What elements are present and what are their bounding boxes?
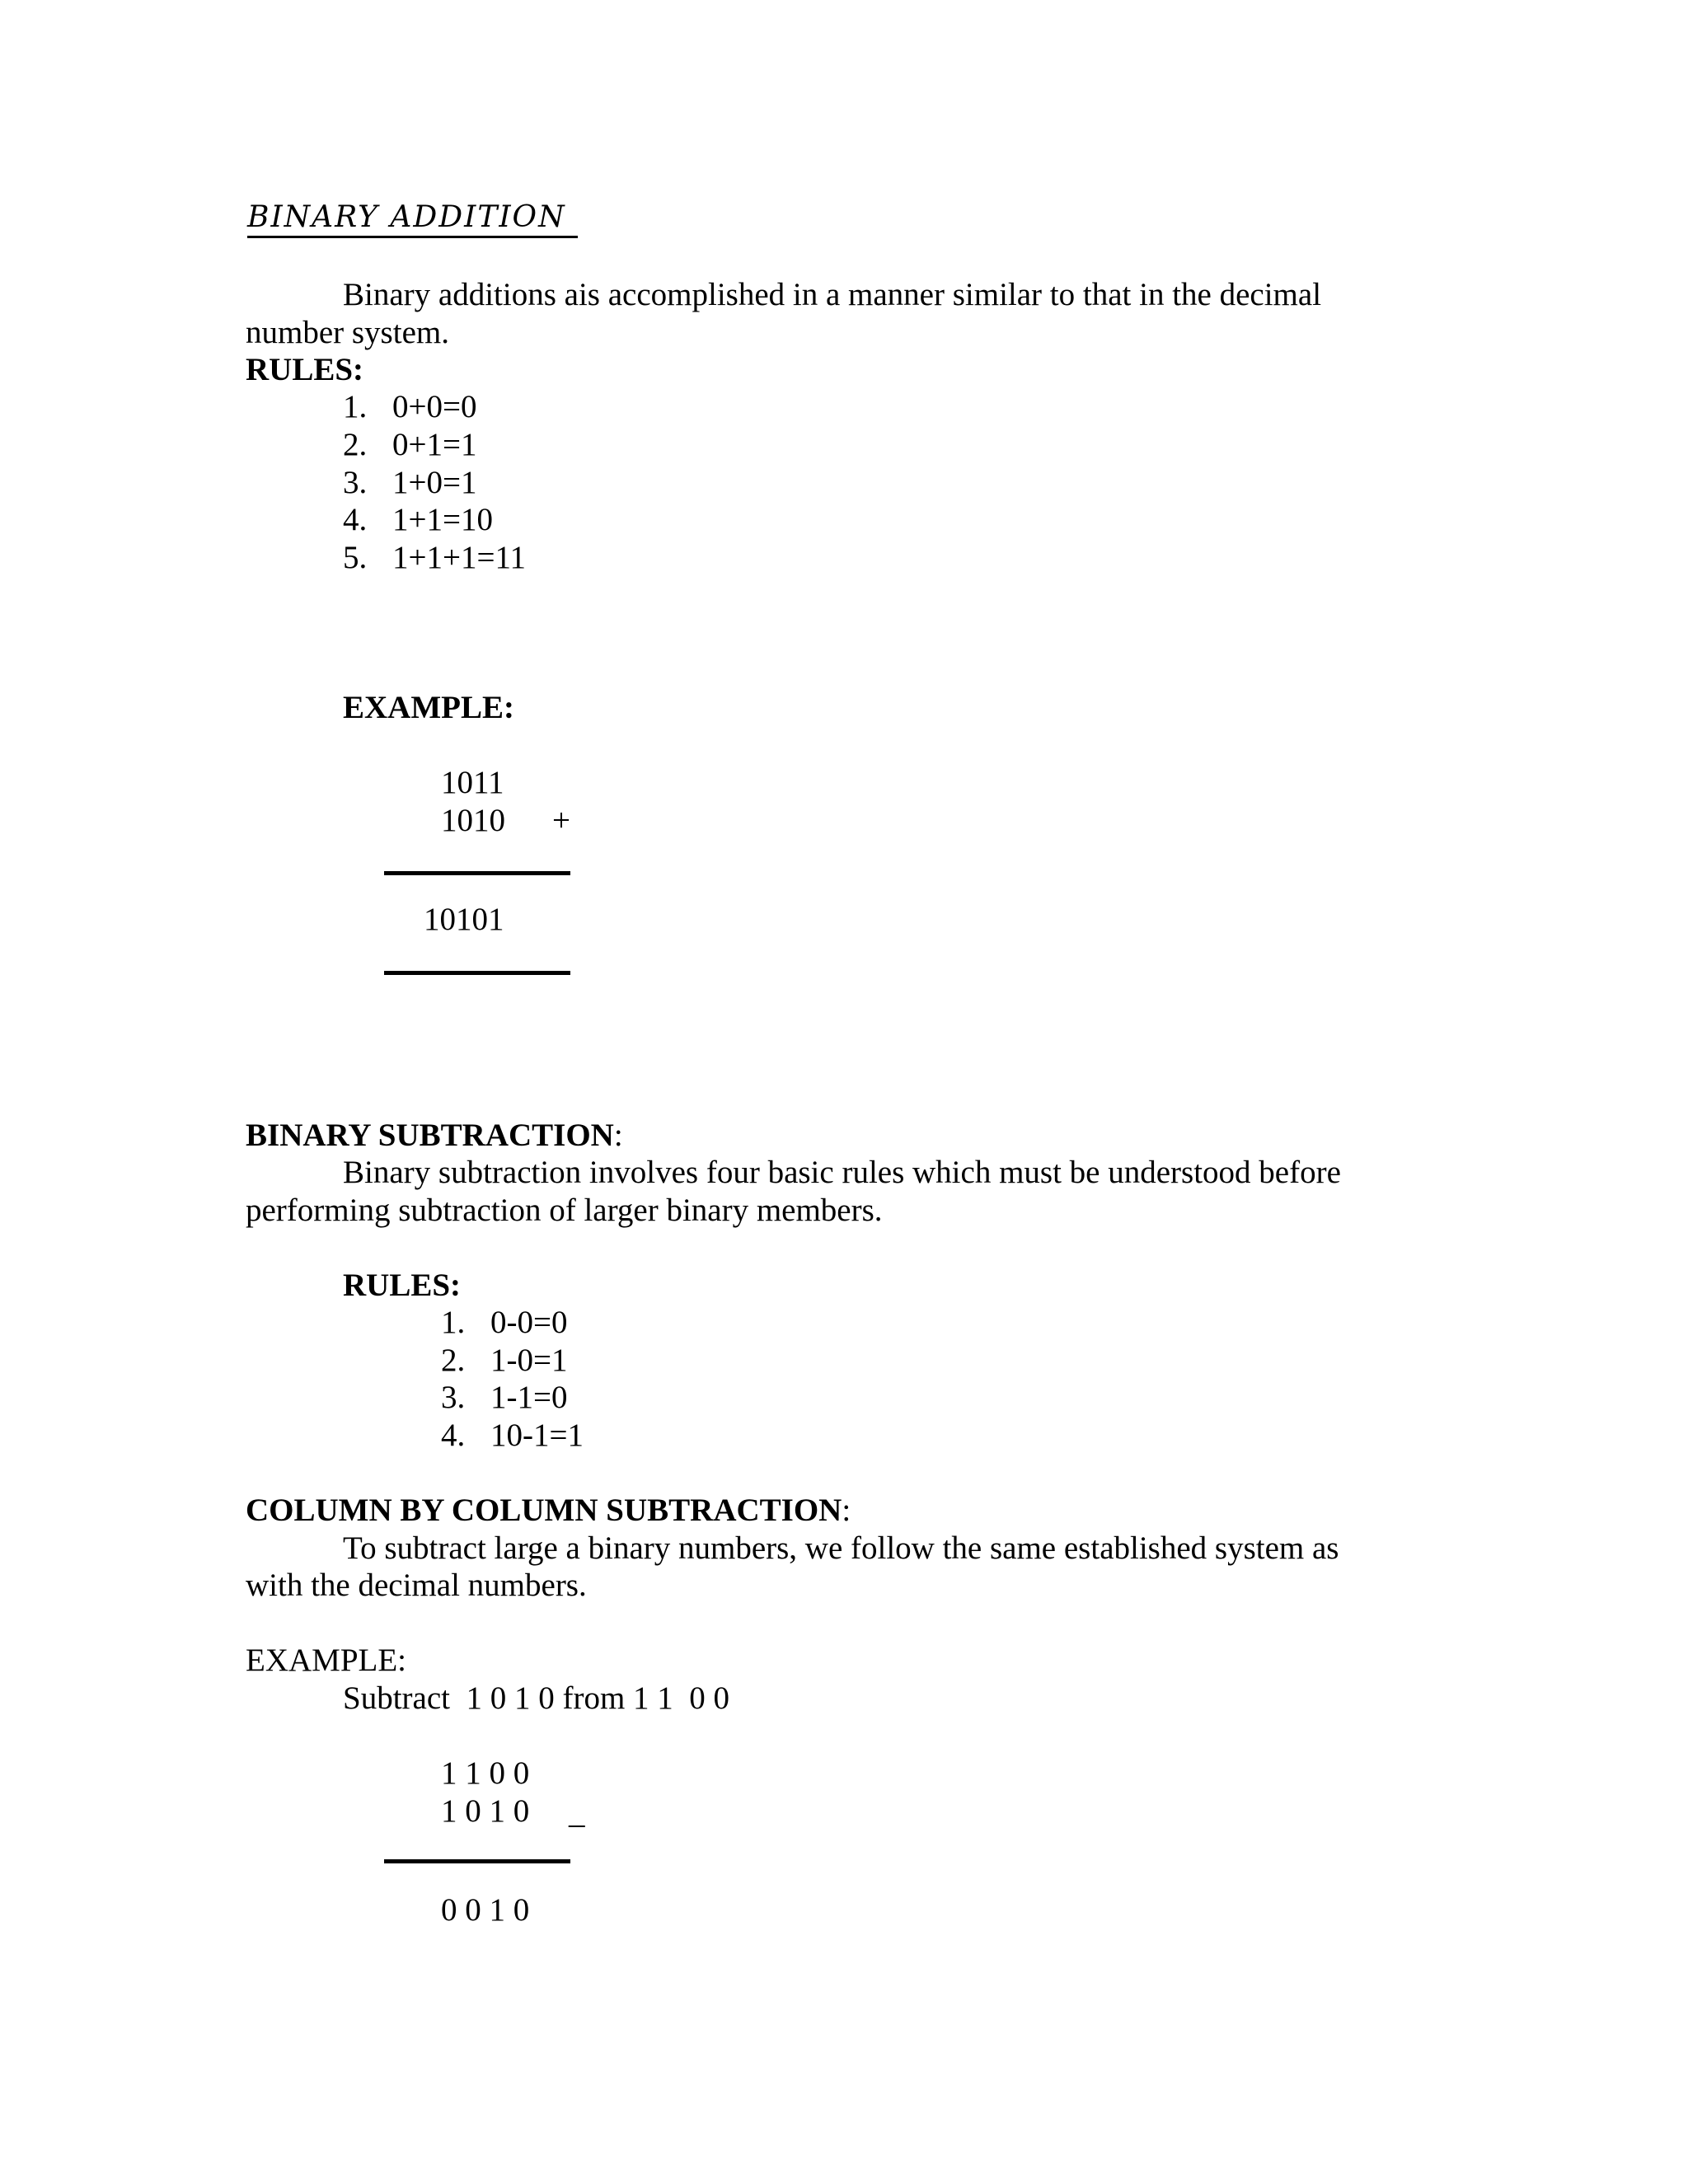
addition-operator: +	[552, 803, 570, 838]
column-operand-1: 1 1 0 0	[441, 1755, 530, 1791]
addition-rule-item	[343, 429, 477, 461]
column-intro-line2: with the decimal numbers.	[246, 1568, 587, 1603]
rule-text: 1+1+1=11	[392, 540, 527, 575]
addition-sum-line-top	[384, 871, 570, 875]
rule-number: 3.	[441, 1380, 466, 1415]
addition-result: 10101	[424, 902, 504, 937]
subtraction-intro-line1: Binary subtraction involves four basic rules which must be understood before	[343, 1155, 1341, 1190]
column-heading-text: COLUMN BY COLUMN SUBTRACTION	[246, 1493, 842, 1528]
rule-number: 4.	[441, 1418, 466, 1453]
addition-sum-line-bottom	[384, 971, 570, 975]
addition-intro-line1: Binary additions ais accomplished in a manner similar to that in the decimal	[343, 277, 1322, 312]
addition-rule-item	[343, 466, 477, 499]
rule-number: 2.	[441, 1343, 466, 1378]
rule-text: 10-1=1	[490, 1418, 584, 1453]
subtraction-rule-item	[441, 1306, 567, 1338]
column-heading-colon: :	[842, 1493, 851, 1528]
rule-number: 4.	[343, 502, 368, 537]
column-operand-2: 1 0 1 0	[441, 1793, 530, 1829]
column-result-line	[384, 1859, 570, 1863]
rule-number: 5.	[343, 540, 368, 575]
rule-text: 1-1=0	[490, 1380, 568, 1415]
rule-number: 3.	[343, 465, 368, 500]
addition-operand-2: 1010	[441, 803, 505, 838]
column-example-label: EXAMPLE:	[246, 1643, 406, 1678]
subtraction-rule-item	[441, 1381, 567, 1413]
column-intro-line1: To subtract large a binary numbers, we follow the same established system as	[343, 1530, 1339, 1566]
rule-text: 1-0=1	[490, 1343, 568, 1378]
rule-text: 0-0=0	[490, 1305, 568, 1340]
rule-number: 2.	[343, 427, 368, 462]
subtraction-intro-line2: performing subtraction of larger binary members.	[246, 1193, 883, 1228]
rule-text: 0+1=1	[392, 427, 477, 462]
rule-number: 1.	[343, 389, 368, 424]
addition-rules-label: RULES:	[246, 352, 364, 387]
rule-text: 0+0=0	[392, 389, 477, 424]
subtraction-heading	[246, 1119, 623, 1151]
rule-number: 1.	[441, 1305, 466, 1340]
subtraction-rule-item	[441, 1344, 567, 1376]
addition-example-label: EXAMPLE:	[343, 690, 514, 725]
addition-heading: BINARY ADDITION	[247, 200, 578, 238]
column-heading	[246, 1494, 851, 1526]
subtraction-heading-text: BINARY SUBTRACTION	[246, 1118, 614, 1153]
addition-intro-line2: number system.	[246, 315, 449, 350]
subtraction-rules-label: RULES:	[343, 1268, 462, 1303]
addition-rule-item	[343, 504, 493, 536]
rule-text: 1+1=10	[392, 502, 493, 537]
subtraction-rule-item	[441, 1419, 584, 1451]
column-instruction: Subtract 1 0 1 0 from 1 1 0 0	[343, 1680, 730, 1716]
column-operator: _	[569, 1795, 585, 1830]
column-result: 0 0 1 0	[441, 1892, 530, 1928]
addition-rule-item	[343, 541, 526, 574]
subtraction-heading-colon: :	[613, 1118, 623, 1153]
addition-operand-1: 1011	[441, 765, 504, 800]
rule-text: 1+0=1	[392, 465, 477, 500]
addition-rule-item	[343, 391, 477, 423]
